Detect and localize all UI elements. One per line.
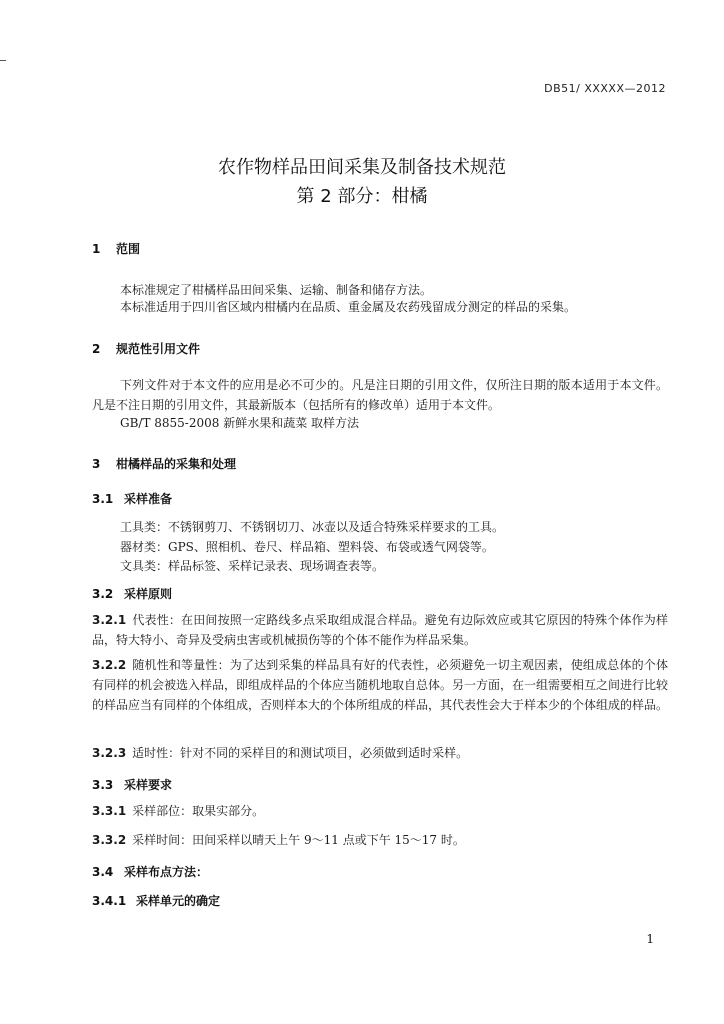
clause-number: 3.2.3 (92, 746, 127, 760)
paragraph: 本标准适用于四川省区域内柑橘内在品质、重金属及农药残留成分测定的样品的采集。 (120, 300, 577, 314)
clause-3-3-2 (92, 830, 668, 850)
clause-text: 采样时间：田间采样以晴天上午 9～11 点或下午 15～17 时。 (132, 833, 465, 847)
list-item: 器材类：GPS、照相机、卷尺、样品箱、塑料袋、布袋或透气网袋等。 (120, 540, 494, 554)
clause-3-3-1 (92, 801, 668, 821)
list-item: 工具类：不锈钢剪刀、不锈钢切刀、冰壶以及适合特殊采样要求的工具。 (120, 520, 505, 534)
section-title: 采样准备 (124, 492, 173, 506)
clause-number: 3.2.2 (92, 658, 127, 672)
clause-number: 3.2.1 (92, 613, 127, 627)
clause-3-2-3 (92, 743, 668, 763)
section-1-heading (92, 240, 140, 257)
section-title: 柑橘样品的采集和处理 (116, 457, 237, 471)
document-code: DB51/ XXXXX—2012 (544, 82, 666, 95)
clause-text: 适时性：针对不同的采样目的和测试项目，必须做到适时采样。 (132, 746, 469, 760)
document-subtitle: 第 2 部分：柑橘 (296, 186, 428, 207)
section-3-heading (92, 455, 236, 472)
section-number: 3 (92, 457, 101, 471)
section-title: 规范性引用文件 (116, 342, 201, 356)
document-title: 农作物样品田间采集及制备技术规范 (218, 157, 506, 178)
section-title: 采样布点方法： (124, 865, 209, 879)
section-title: 采样原则 (124, 587, 173, 601)
clause-text: 随机性和等量性：为了达到采集的样品具有好的代表性，必须避免一切主观因素，使组成总体的个体有同样的机会被选入样品，即组成样品的个体应当随机地取自总体。另一方面，在一组需要相互之间进行比较的样品应当有同样的个体组成，否则样本大的个体所组成的样品，其代表性会大于样本少的个体组成的样品。 (92, 658, 669, 712)
page-number: 1 (646, 932, 654, 946)
section-number: 3.2 (92, 587, 114, 601)
section-number: 2 (92, 342, 101, 356)
clause-title: 采样单元的确定 (136, 894, 221, 908)
section-title: 采样要求 (124, 778, 173, 792)
paragraph: 下列文件对于本文件的应用是必不可少的。凡是注日期的引用文件，仅所注日期的版本适用于本文件。凡是不注日期的引用文件，其最新版本（包括所有的修改单）适用于本文件。 (92, 378, 668, 412)
clause-number: 3.4.1 (92, 894, 127, 908)
list-item: 文具类：样品标签、采样记录表、现场调查表等。 (120, 559, 385, 573)
clause-3-4-1-heading (92, 892, 220, 909)
section-2-heading (92, 340, 200, 357)
subsection-3-2-heading (92, 585, 172, 602)
clause-text: 采样部位：取果实部分。 (132, 804, 265, 818)
subsection-3-3-heading (92, 776, 172, 793)
reference-item: GB/T 8855-2008 新鲜水果和蔬菜 取样方法 (120, 416, 360, 430)
clause-number: 3.3.1 (92, 804, 127, 818)
clause-text: 代表性：在田间按照一定路线多点采取组成混合样品。避免有边际效应或其它原因的特殊个体作为样品，特大特小、奇异及受病虫害或机械损伤等的个体不能作为样品采集。 (92, 613, 668, 647)
subsection-3-1-heading (92, 490, 172, 507)
clause-3-2-2 (92, 655, 668, 715)
scan-edge-mark (0, 60, 6, 61)
clause-number: 3.3.2 (92, 833, 127, 847)
subsection-3-4-heading (92, 863, 208, 880)
section-title: 范围 (116, 242, 141, 256)
paragraph: 本标准规定了柑橘样品田间采集、运输、制备和储存方法。 (120, 283, 433, 297)
section-number: 3.4 (92, 865, 114, 879)
clause-3-2-1 (92, 610, 668, 650)
section-number: 3.3 (92, 778, 114, 792)
section-number: 3.1 (92, 492, 114, 506)
section-number: 1 (92, 242, 101, 256)
